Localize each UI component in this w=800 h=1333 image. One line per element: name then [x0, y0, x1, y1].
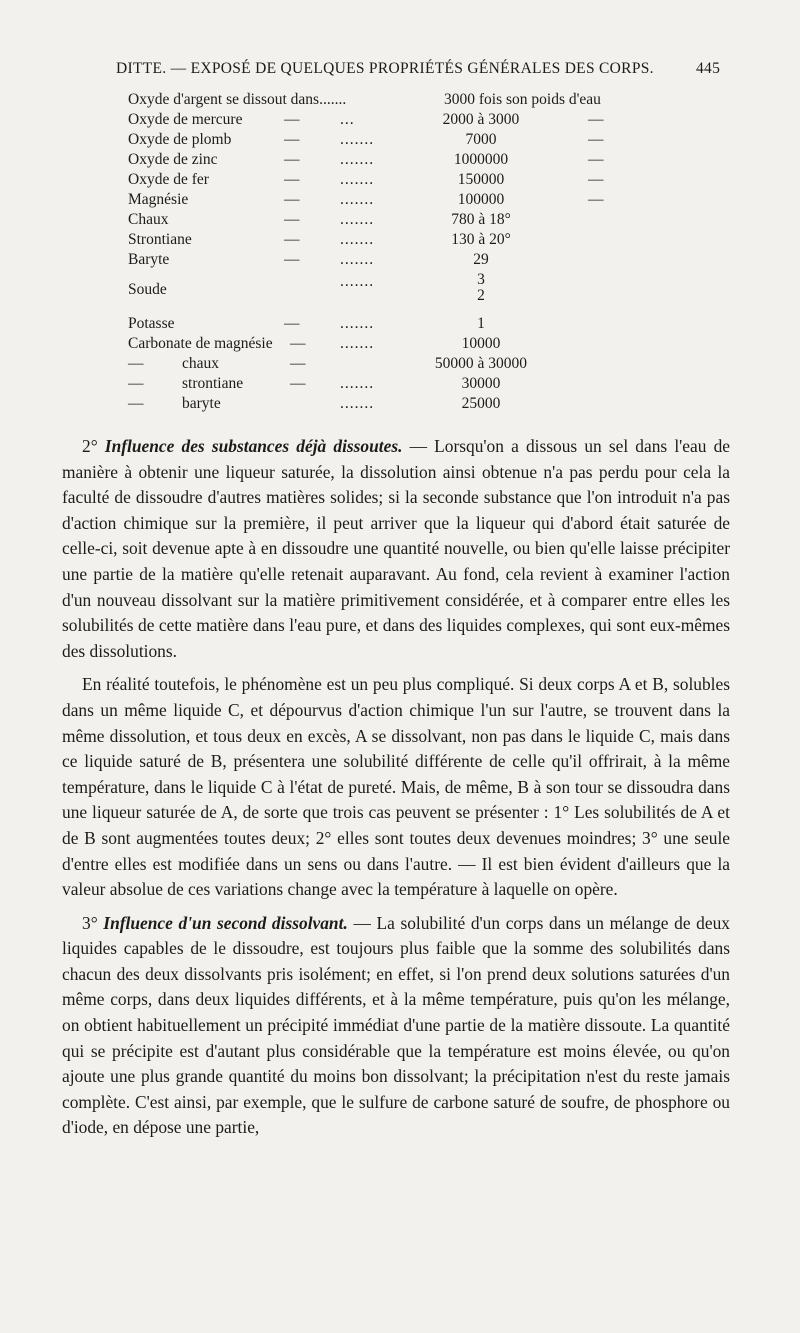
- table-row-value: 1000000: [453, 151, 509, 168]
- table-row-name: baryte: [182, 395, 221, 412]
- table-row: [0, 314, 800, 334]
- fraction-numerator: 3: [477, 271, 485, 288]
- ditto-dash: —: [588, 191, 604, 208]
- page-number: 445: [696, 60, 721, 77]
- table-row: [0, 110, 800, 130]
- table-row-value: 130 à 20°: [451, 231, 511, 248]
- ditto-dash: —: [284, 151, 300, 168]
- ditto-dash: —: [128, 355, 144, 372]
- section-number: 3°: [82, 912, 104, 933]
- table-row: [0, 271, 800, 318]
- ditto-dash: —: [284, 315, 300, 332]
- ditto-dash: —: [284, 251, 300, 268]
- table-row-value: 100000: [457, 191, 505, 208]
- table-row-name: Oxyde de zinc: [128, 151, 218, 168]
- leader-dots: .......: [340, 335, 375, 352]
- leader-dots: .......: [340, 315, 375, 332]
- table-row-name: Oxyde d'argent se dissout dans.......: [128, 91, 347, 108]
- paragraph-body: En réalité toutefois, le phénomène est un peu plus compliqué. Si deux corps A et B, solubles dans un même liquide C, et dépourvus d'action chimique l'un sur l'autre, se trouvent dans la même dissolution, et tous deux en excès, A se dissolvant, non pas dans le liquide C, mais dans ce liquide saturé de B, présentera une solubilité différente de celle qu'il offrirait, à la même température, dans le liquide C à l'état de pureté. Mais, de même, B à son tour se dissoudra dans une liqueur saturée de A, de sorte que trois cas peuvent se présenter : 1° Les solubilités de A et de B sont augmentées toutes deux; 2° elles sont toutes deux devenues moindres; 3° une seule d'entre elles est modifiée dans un sens ou dans l'autre. — Il est bien évident d'ailleurs que la valeur absolue de ces variations change avec la température à laquelle on opère.: [62, 674, 730, 900]
- table-row-name: Soude: [128, 281, 167, 298]
- table-row: [0, 190, 800, 210]
- body-text: [62, 434, 730, 1141]
- table-row-value: [396, 272, 566, 304]
- table-row-value: 780 à 18°: [451, 211, 511, 228]
- table-row-name: Potasse: [128, 315, 175, 332]
- ditto-dash: —: [284, 191, 300, 208]
- table-row-name: strontiane: [182, 375, 244, 392]
- paragraph-second-dissolvant: [62, 911, 730, 1141]
- table-row-value: 2000 à 3000: [442, 111, 520, 128]
- leader-dots: .......: [340, 151, 375, 168]
- ditto-dash: —: [290, 375, 306, 392]
- leader-dots: .......: [340, 191, 375, 208]
- ditto-dash: —: [290, 355, 306, 372]
- ditto-dash: —: [290, 335, 306, 352]
- ditto-dash: —: [128, 395, 144, 412]
- leader-dots: .......: [340, 273, 375, 290]
- paragraph-body: — Lorsqu'on a dissous un sel dans l'eau de manière à obtenir une liqueur saturée, la dissolution ainsi obtenue n'a pas perdu pour cela la faculté de dissoudre d'autres matières solides; si la seconde substance que l'on introduit n'a pas d'action chimique sur la première, il peut arriver que la liqueur qui d'abord était saturée de celle-ci, soit devenue apte à en dissoudre une quantité nouvelle, ou bien qu'elle laisse précipiter une partie de la matière qu'elle retenait auparavant. Au fond, cela revient à examiner l'action d'un nouveau dissolvant sur la matière primitivement considérée, et à comparer entre elles les solubilités de cette matière dans l'eau pure, et dans des liquides complexes, qui sont eux-mêmes des dissolutions.: [62, 436, 730, 661]
- ditto-dash: —: [284, 131, 300, 148]
- table-row-value: 50000 à 30000: [434, 355, 528, 372]
- leader-dots: .......: [340, 131, 375, 148]
- paragraph-en-realite: [62, 672, 730, 902]
- table-row: [0, 394, 800, 414]
- table-row-name: Strontiane: [128, 231, 192, 248]
- table-row-value: 10000: [461, 335, 501, 352]
- leader-dots: ...: [340, 111, 355, 128]
- leader-dots: .......: [340, 211, 375, 228]
- section-heading: Influence d'un second dissolvant.: [103, 912, 348, 933]
- table-row: [0, 354, 800, 374]
- table-row: [0, 170, 800, 190]
- table-row: [0, 250, 800, 270]
- table-row-name: Carbonate de magnésie: [128, 335, 273, 352]
- table-row-value: 150000: [457, 171, 505, 188]
- table-row: [0, 150, 800, 170]
- ditto-dash: —: [284, 231, 300, 248]
- table-row: [0, 210, 800, 230]
- leader-dots: .......: [340, 171, 375, 188]
- leader-dots: .......: [340, 375, 375, 392]
- header-title: DITTE. — EXPOSÉ DE QUELQUES PROPRIÉTÉS GÉNÉRALES DES CORPS.: [116, 60, 654, 77]
- ditto-dash: —: [588, 131, 604, 148]
- table-row: [0, 374, 800, 394]
- table-row: [0, 90, 800, 110]
- ditto-dash: —: [284, 171, 300, 188]
- ditto-dash: —: [588, 111, 604, 128]
- ditto-dash: —: [128, 375, 144, 392]
- table-row-value: 1: [477, 315, 485, 332]
- ditto-dash: —: [284, 211, 300, 228]
- table-row-value: 7000: [465, 131, 497, 148]
- paragraph-body: — La solubilité d'un corps dans un mélange de deux liquides capables de le dissoudre, est toujours plus faible que la somme des solubilités dans chacun des deux dissolvants pris isolément; en effet, si l'on prend deux solutions saturées d'un même corps, dans deux liquides différents, et à la même température, puis qu'on les mélange, on obtient habituellement un précipité immédiat d'une partie de la matière dissoute. La quantité qui se précipite est d'autant plus considérable que la température est moins élevée, ou qu'on ajoute une plus grande quantité du moins bon dissolvant; la précipitation n'est du reste jamais complète. C'est ainsi, par exemple, que le sulfure de carbone saturé de soufre, de phosphore ou d'iode, en dépose une partie,: [62, 912, 730, 1138]
- table-row-value: 30000: [461, 375, 501, 392]
- table-row-name: Oxyde de fer: [128, 171, 209, 188]
- ditto-dash: —: [588, 151, 604, 168]
- table-row-name: Oxyde de mercure: [128, 111, 243, 128]
- section-number: 2°: [82, 436, 105, 456]
- table-row: [0, 334, 800, 354]
- leader-dots: .......: [340, 251, 375, 268]
- table-row-value: 29: [473, 251, 489, 268]
- table-row-name: Baryte: [128, 251, 170, 268]
- paragraph-influence-substances: [62, 434, 730, 664]
- table-row: [0, 130, 800, 150]
- leader-dots: .......: [340, 395, 375, 412]
- fraction-denominator: 2: [477, 287, 485, 304]
- table-row-value: 25000: [461, 395, 501, 412]
- table-row-name: Oxyde de plomb: [128, 131, 232, 148]
- ditto-dash: —: [588, 171, 604, 188]
- table-row-name: chaux: [182, 355, 220, 372]
- section-heading: Influence des substances déjà dissoutes.: [104, 436, 403, 456]
- table-row-name: Magnésie: [128, 191, 189, 208]
- leader-dots: .......: [340, 231, 375, 248]
- table-row: [0, 230, 800, 250]
- ditto-dash: —: [284, 111, 300, 128]
- table-row-name: Chaux: [128, 211, 169, 228]
- table-row-value: 3000 fois son poids d'eau: [444, 91, 601, 108]
